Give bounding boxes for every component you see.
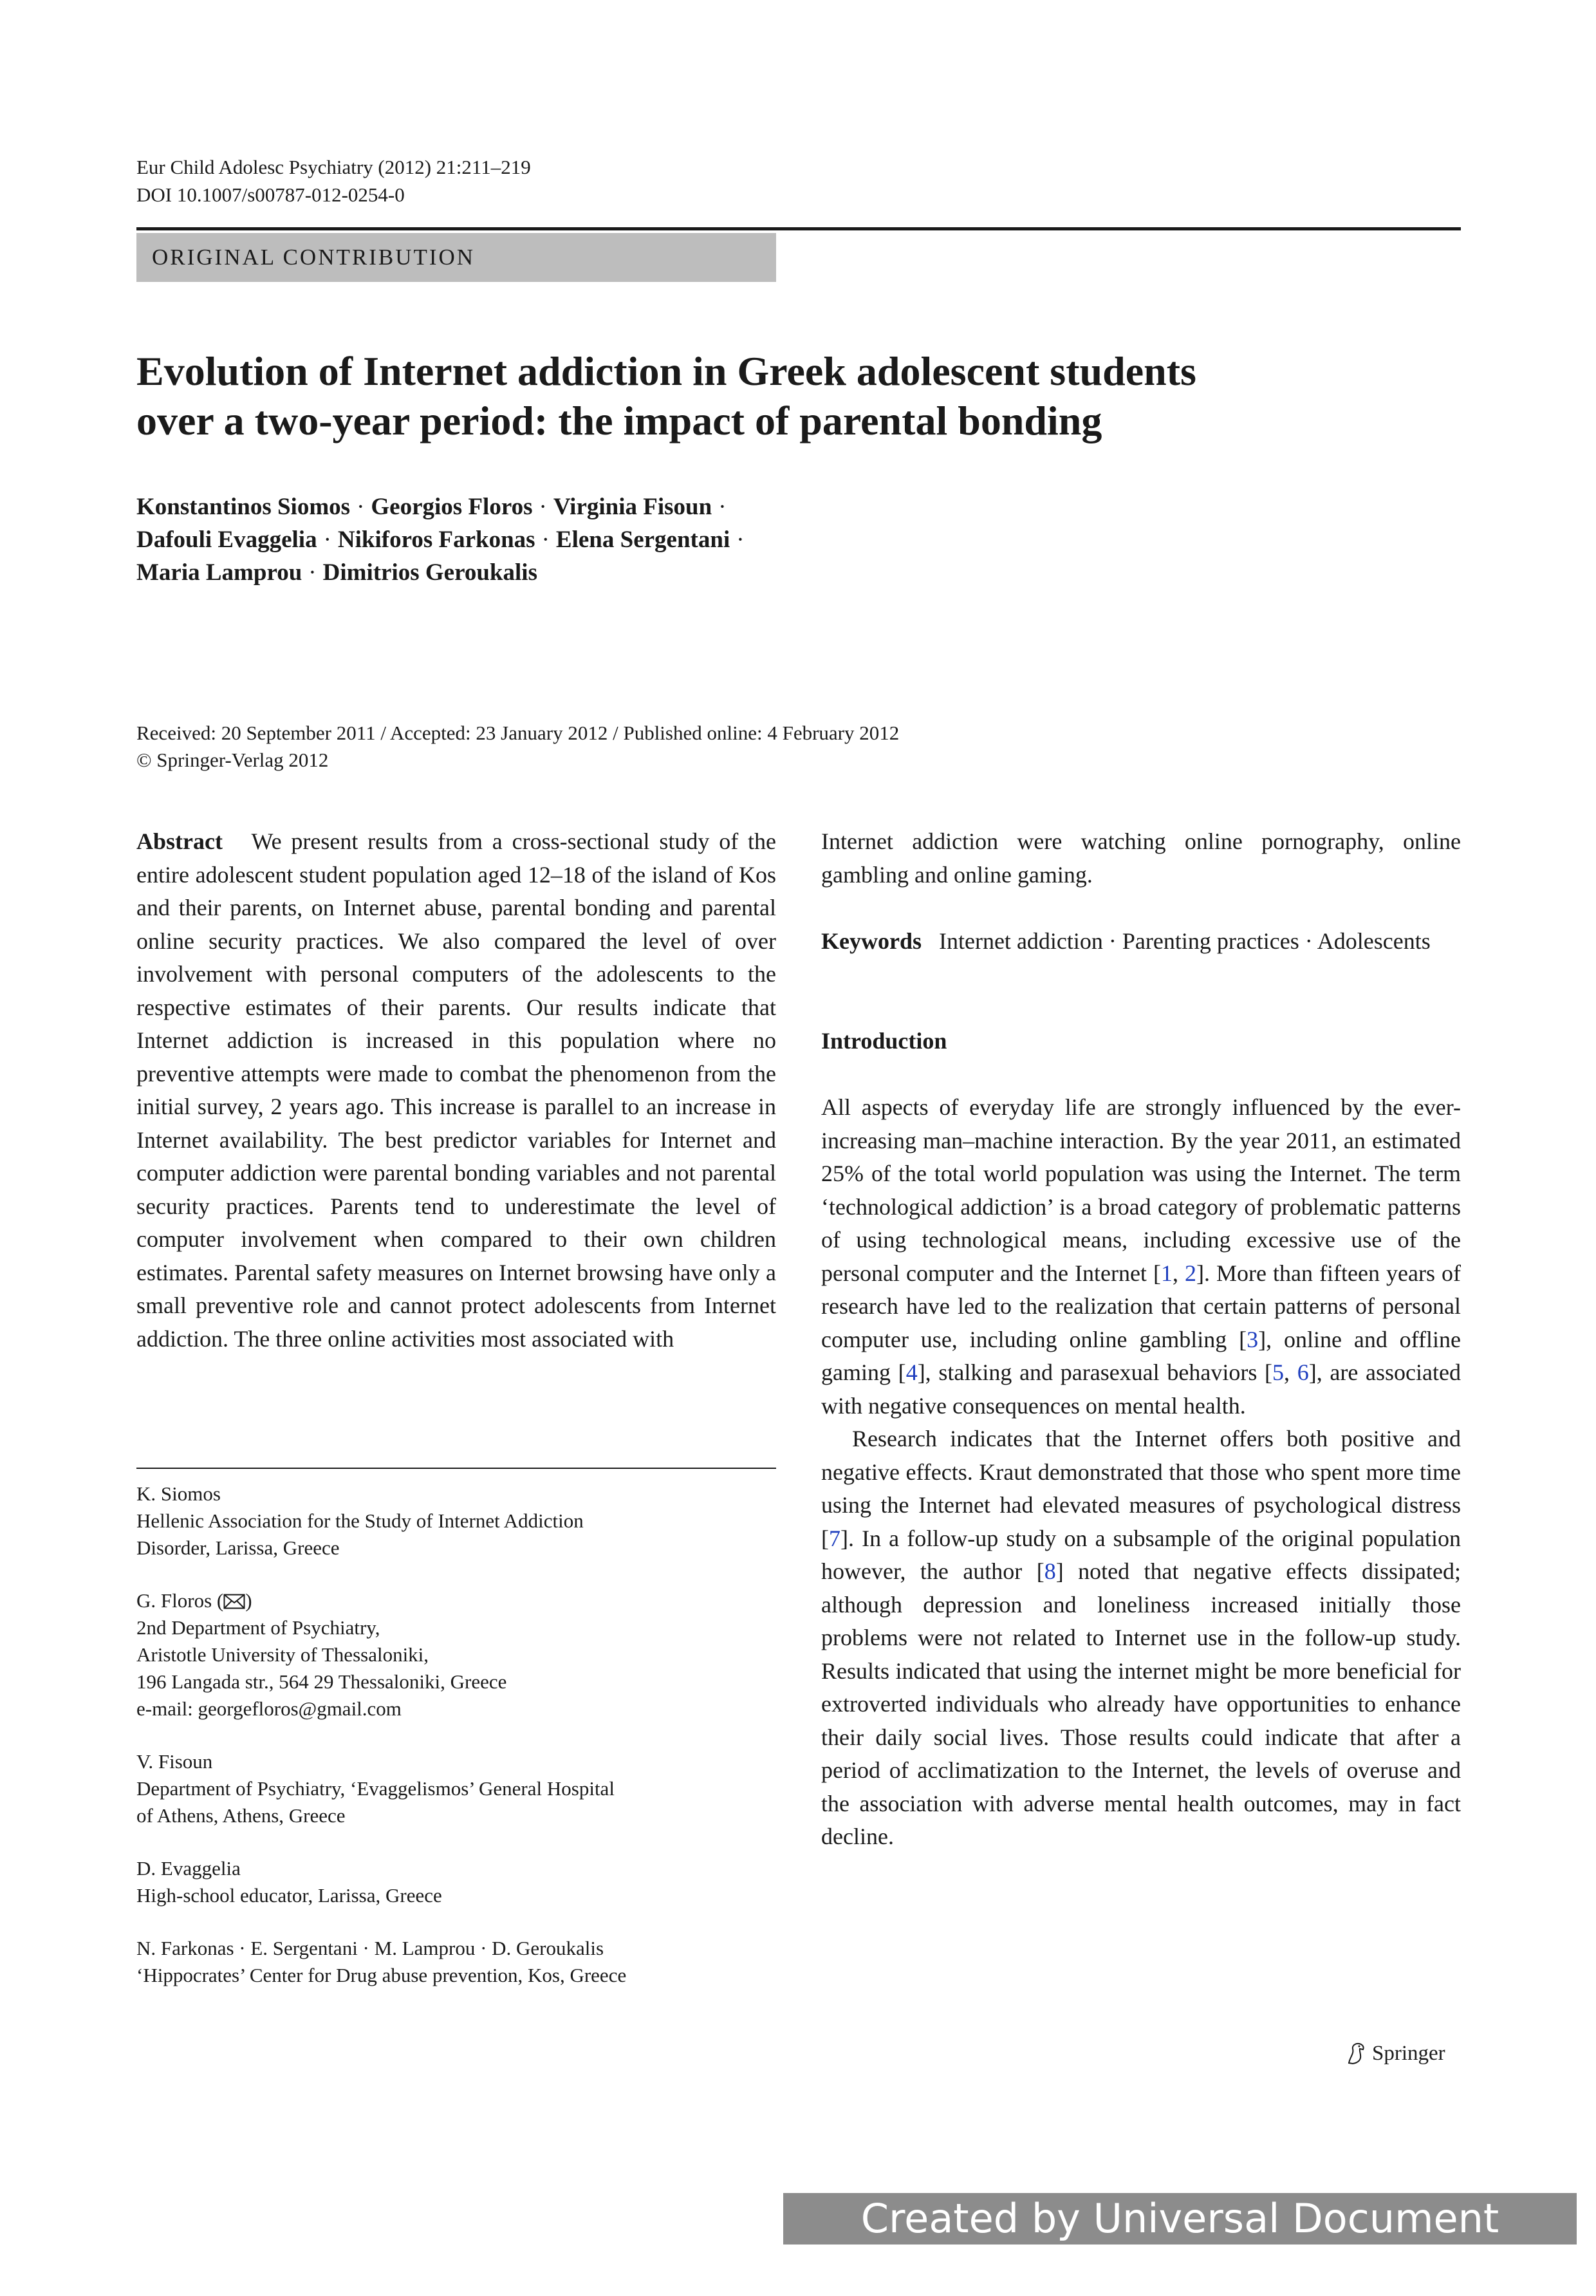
author-line-1 bbox=[136, 490, 1461, 523]
citation-link[interactable]: 1 bbox=[1160, 1260, 1173, 1286]
affiliation-line: of Athens, Athens, Greece bbox=[136, 1804, 346, 1827]
footnote-rule bbox=[136, 1468, 776, 1469]
abstract-heading: Abstract bbox=[136, 828, 223, 854]
keywords-heading: Keywords bbox=[821, 928, 922, 954]
doi: DOI 10.1007/s00787-012-0254-0 bbox=[136, 183, 405, 206]
title-line-1: Evolution of Internet addiction in Greek adolescent students bbox=[136, 348, 1196, 394]
journal-reference bbox=[136, 153, 531, 209]
springer-horse-icon bbox=[1345, 2041, 1367, 2066]
header-rule bbox=[136, 227, 1461, 230]
history-line: Received: 20 September 2011 / Accepted: 23 January 2012 / Published online: 4 February 2012 bbox=[136, 722, 900, 744]
author-line-2 bbox=[136, 523, 1461, 556]
affiliation-line: 196 Langada str., 564 29 Thessaloniki, Greece bbox=[136, 1670, 507, 1693]
envelope-icon[interactable] bbox=[223, 1594, 245, 1609]
author[interactable]: Konstantinos Siomos bbox=[136, 494, 351, 520]
title-line-2: over a two-year period: the impact of parental bonding bbox=[136, 398, 1102, 443]
publication-dates bbox=[136, 720, 1461, 774]
affiliation bbox=[136, 1855, 776, 1909]
affiliation bbox=[136, 1480, 776, 1562]
publisher-name: Springer bbox=[1372, 2042, 1445, 2065]
publisher-logo bbox=[1345, 2040, 1445, 2066]
separator: · bbox=[718, 494, 727, 520]
affiliation-name-row: G. Floros ( ) bbox=[136, 1589, 252, 1612]
citation-link[interactable]: 7 bbox=[829, 1525, 840, 1551]
section-banner: ORIGINAL CONTRIBUTION bbox=[136, 233, 776, 282]
affiliation-line: 2nd Department of Psychiatry, bbox=[136, 1616, 380, 1639]
affiliation-line: High-school educator, Larissa, Greece bbox=[136, 1884, 442, 1907]
separator: · bbox=[736, 527, 745, 553]
separator: · bbox=[323, 527, 331, 553]
citation-link[interactable]: 5 bbox=[1272, 1359, 1285, 1385]
separator: · bbox=[539, 494, 547, 520]
affiliation-name: D. Evaggelia bbox=[136, 1857, 241, 1880]
affiliation-line: Aristotle University of Thessaloniki, bbox=[136, 1643, 429, 1666]
article-title bbox=[136, 346, 1461, 445]
journal-citation: Eur Child Adolesc Psychiatry (2012) 21:211–219 bbox=[136, 156, 531, 178]
affiliation-name: N. Farkonas · E. Sergentani · M. Lamprou · D. Geroukalis bbox=[136, 1937, 604, 1959]
citation-link[interactable]: 6 bbox=[1297, 1359, 1309, 1385]
keywords bbox=[821, 925, 1461, 958]
affiliation bbox=[136, 1748, 776, 1829]
affiliation-line: Department of Psychiatry, ‘Evaggelismos’ General Hospital bbox=[136, 1777, 615, 1800]
abstract-text: We present results from a cross-sectional study of the entire adolescent student population aged 12–18 of the island of Kos and their parents, on Internet abuse, parental bonding and parental online security practices. We also compared the level of over involvement with personal computers of the adolescents to the respective estimates of their parents. Our results indicate that Internet addiction is increased in this population where no preventive attempts were made to combat the phenomenon from the initial survey, 2 years ago. This increase is parallel to an increase in Internet availability. The best predictor variables for Internet and computer addiction were parental bonding variables and not parental security practices. Parents tend to underestimate the level of computer involvement when compared to their own children estimates. Parental safety measures on Internet browsing have only a small preventive role and cannot protect adolescents from Internet addiction. The three online activities most associated with bbox=[136, 828, 777, 1352]
citation-link[interactable]: 2 bbox=[1185, 1260, 1197, 1286]
received-date: Received: 20 September 2011 bbox=[136, 722, 376, 744]
author[interactable]: Nikiforos Farkonas bbox=[337, 527, 535, 553]
affiliation-line: Disorder, Larissa, Greece bbox=[136, 1536, 340, 1559]
abstract-continuation: Internet addiction were watching online pornography, online gambling and online gaming. bbox=[821, 828, 1461, 888]
separator: · bbox=[541, 527, 550, 553]
abstract bbox=[136, 825, 776, 1356]
author[interactable]: Virginia Fisoun bbox=[553, 494, 712, 520]
left-column bbox=[136, 825, 776, 1356]
copyright: © Springer-Verlag 2012 bbox=[136, 749, 329, 771]
right-column bbox=[821, 825, 1461, 1854]
affiliation-line: Hellenic Association for the Study of Internet Addiction bbox=[136, 1509, 584, 1532]
separator: · bbox=[357, 494, 365, 520]
author[interactable]: Dafouli Evaggelia bbox=[136, 527, 317, 553]
citation-link[interactable]: 8 bbox=[1044, 1558, 1056, 1584]
affiliation bbox=[136, 1587, 776, 1722]
affiliation-name: K. Siomos bbox=[136, 1482, 221, 1505]
intro-paragraph-1: All aspects of everyday life are strongly influenced by the ever-increasing man–machine interaction. By the year 2011, an estimated 25% of the total world population was using the Internet. The term ‘technological addiction’ is a broad category of problematic patterns of using technological means, including excessive use of the personal computer and the Internet [1, 2]. More than fifteen years of research have led to the realization that certain patterns of personal computer use, including online gambling [3], online and offline gaming [4], stalking and parasexual behaviors [5, 6], are associated with negative consequences on mental health. bbox=[821, 1094, 1461, 1419]
accepted-date: Accepted: 23 January 2012 bbox=[390, 722, 608, 744]
published-date: Published online: 4 February 2012 bbox=[623, 722, 900, 744]
author-list bbox=[136, 490, 1461, 589]
introduction-heading: Introduction bbox=[821, 1027, 947, 1054]
affiliation bbox=[136, 1935, 776, 1989]
author[interactable]: Dimitrios Geroukalis bbox=[322, 559, 537, 586]
intro-paragraph-2: Research indicates that the Internet offers both positive and negative effects. Kraut demonstrated that those who spent more time using the Internet had elevated measures of psychological distress [7]. In a follow-up study on a subsample of the original population however, the author [8] noted that negative effects dissipated; although depression and loneliness increased initially those problems were not related to Internet use in the follow-up study. Results indicated that using the internet might be more beneficial for extroverted individuals who already have opportunities to enhance their daily social lives. Those results could indicate that after a period of acclimatization to the Internet, the levels of overuse and the association with adverse mental health outcomes, may in fact decline. bbox=[821, 1426, 1461, 1849]
citation-link[interactable]: 3 bbox=[1247, 1326, 1259, 1352]
author-line-3 bbox=[136, 556, 1461, 589]
author[interactable]: Elena Sergentani bbox=[555, 527, 730, 553]
affiliation-name: G. Floros bbox=[136, 1589, 212, 1612]
separator: · bbox=[308, 559, 317, 586]
converter-watermark: Created by Universal Document Converter bbox=[783, 2193, 1577, 2245]
affiliation-name: V. Fisoun bbox=[136, 1750, 213, 1773]
author[interactable]: Georgios Floros bbox=[371, 494, 533, 520]
email[interactable]: e-mail: georgefloros@gmail.com bbox=[136, 1697, 402, 1720]
affiliation-line: ‘Hippocrates’ Center for Drug abuse prevention, Kos, Greece bbox=[136, 1964, 627, 1986]
keywords-text: Internet addiction · Parenting practices · Adolescents bbox=[939, 928, 1431, 954]
citation-link[interactable]: 4 bbox=[905, 1359, 918, 1385]
author[interactable]: Maria Lamprou bbox=[136, 559, 302, 586]
affiliations bbox=[136, 1480, 776, 2015]
